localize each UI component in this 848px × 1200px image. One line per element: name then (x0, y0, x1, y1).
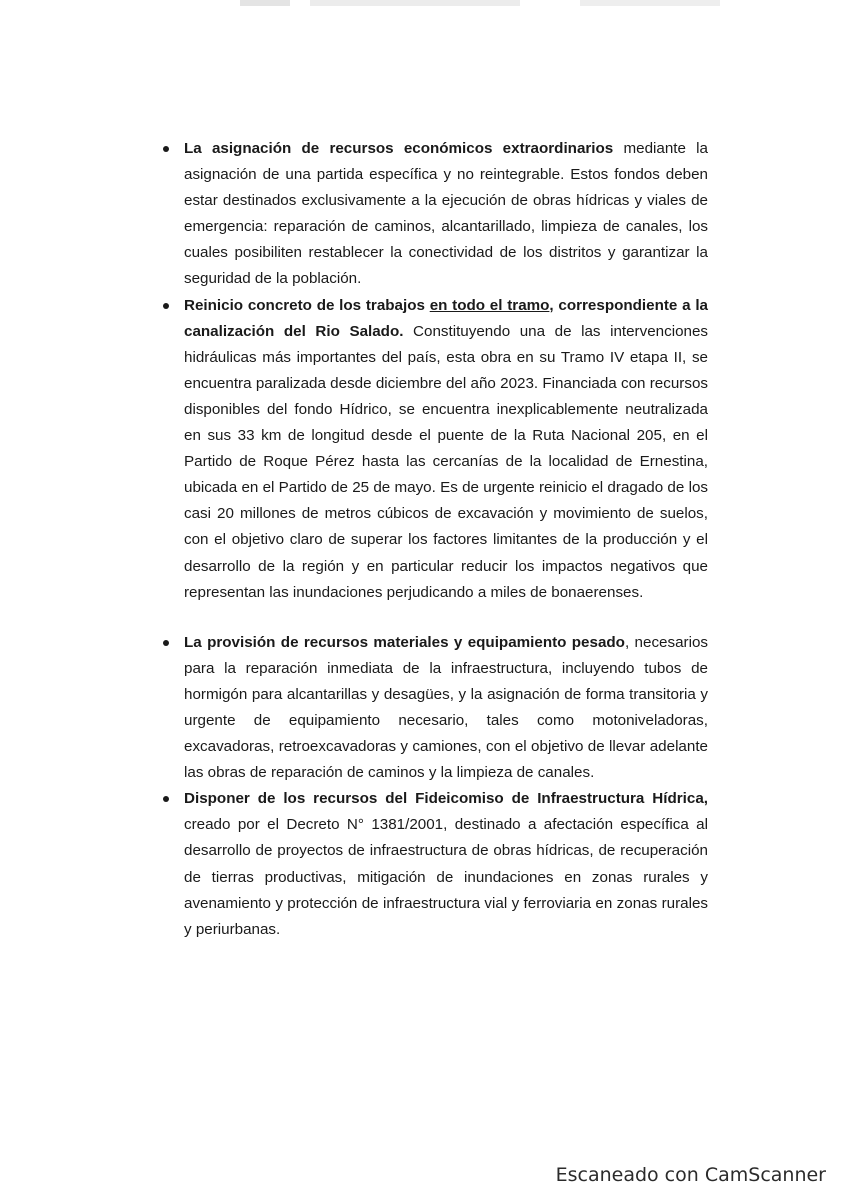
item-lead: La asignación de recursos económicos extraordinarios (184, 140, 614, 157)
item-lead: Disponer de los recursos del Fideicomiso de Infraestructura Hídrica, (184, 790, 708, 808)
item-text: creado por el Decreto N° 1381/2001, destinado a afectación específica al desarrollo de proyectos de infraestructura de obras hídricas, de recuperación de tierras productivas, mitigación de inundaciones en zonas rurales y avenamiento y protección de infraestructura vial y ferroviaria en zonas rurales y periurbanas. (184, 816, 708, 938)
item-lead-underlined: en todo el tramo (429, 296, 550, 314)
camscanner-watermark: Escaneado con CamScanner (555, 1164, 826, 1186)
paragraph-gap (160, 606, 708, 630)
bullet-icon (163, 303, 169, 309)
bullet-item-recursos-economicos (160, 136, 708, 293)
bullet-item-equipamiento (160, 630, 708, 787)
item-text: Constituyendo una de las intervenciones hidráulicas más importantes del país, esta obra en su Tramo IV etapa II, se encuentra paralizada desde diciembre del año 2023. Financiada con recursos disponibles del fondo Hídrico, se encuentra inexplicablemente neutralizada en sus 33 km de longitud desde el puente de la Ruta Nacional 205, en el Partido de Roque Pérez hasta las cercanías de la localidad de Ernestina, ubicada en el Partido de 25 de mayo. Es de urgente reinicio el dragado de los casi 20 millones de metros cúbicos de excavación y movimiento de suelos, con el objetivo claro de superar los factores limitantes de la producción y el desarrollo de la región y en particular reducir los impactos negativos que representan las inundaciones perjudicando a miles de bonaerenses. (184, 322, 708, 601)
document-body (160, 136, 708, 943)
item-lead-continued: , correspondiente a la canalización del Rio Salado. (184, 296, 708, 340)
item-text: , necesarios para la reparación inmediata de la infraestructura, incluyendo tubos de hormigón para alcantarillas y desagües, y la asignación de forma transitoria y urgente de equipamiento necesario, tales como motoniveladoras, excavadoras, retroexcavadoras y camiones, con el objetivo de llevar adelante las obras de reparación de caminos y la limpieza de canales. (184, 633, 708, 782)
bullet-item-rio-salado (160, 293, 708, 606)
item-lead: Reinicio concreto de los trabajos (184, 296, 430, 314)
item-lead: La provisión de recursos materiales y equipamiento pesado (184, 633, 625, 651)
scan-top-edge (160, 0, 740, 6)
bullet-item-fideicomiso (160, 786, 708, 943)
bullet-icon (163, 640, 169, 646)
item-text: mediante la asignación de una partida específica y no reintegrable. Estos fondos deben estar destinados exclusivamente a la ejecución de obras hídricas y viales de emergencia: reparación de caminos, alcantarillado, limpieza de canales, los cuales posibiliten restablecer la conectividad de los distritos y garantizar la seguridad de la población. (184, 140, 708, 288)
bullet-icon (163, 796, 169, 802)
bullet-icon (163, 146, 169, 152)
